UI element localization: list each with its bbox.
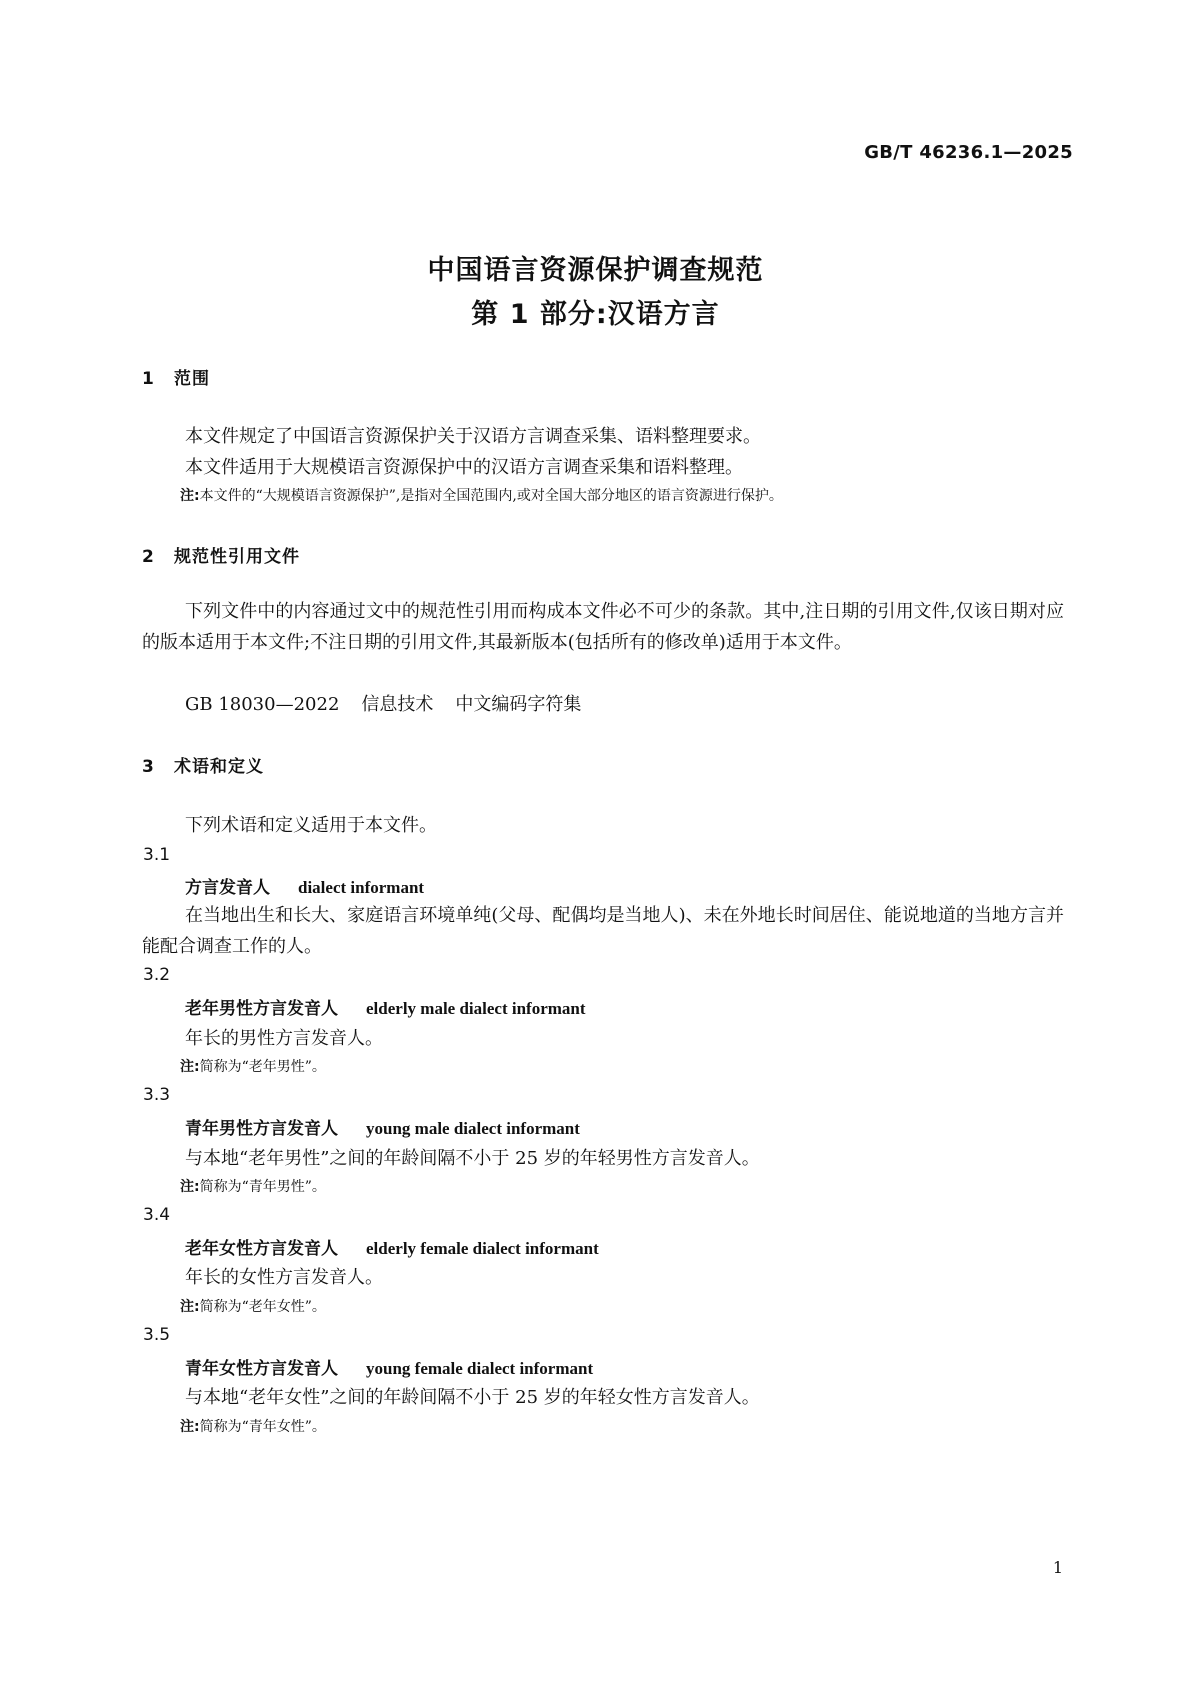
term-definition: 年长的女性方言发音人。 xyxy=(185,1267,383,1288)
term-entry xyxy=(185,873,424,898)
term-definition: 年长的男性方言发音人。 xyxy=(185,1028,383,1049)
section-1-heading xyxy=(142,364,210,389)
section-3-heading xyxy=(142,752,264,777)
section-number: 2 xyxy=(142,547,155,567)
term-zh: 方言发音人 xyxy=(185,878,270,898)
note xyxy=(180,485,783,505)
term-en: elderly male dialect informant xyxy=(366,999,586,1018)
term-definition: 与本地“老年男性”之间的年龄间隔不小于 25 岁的年轻男性方言发音人。 xyxy=(185,1148,760,1169)
note xyxy=(180,1056,326,1076)
reference-code: GB 18030—2022 xyxy=(185,694,340,715)
clause-number: 3.1 xyxy=(143,845,171,865)
note-text: 简称为“青年男性”。 xyxy=(199,1179,326,1195)
standard-code: GB/T 46236.1—2025 xyxy=(864,142,1073,163)
term-zh: 青年女性方言发音人 xyxy=(185,1359,338,1379)
document-title: 中国语言资源保护调查规范 xyxy=(427,255,764,286)
section-title: 术语和定义 xyxy=(174,757,264,777)
term-definition: 与本地“老年女性”之间的年龄间隔不小于 25 岁的年轻女性方言发音人。 xyxy=(185,1387,760,1408)
term-en: young female dialect informant xyxy=(366,1359,594,1378)
clause-number: 3.5 xyxy=(143,1325,171,1345)
paragraph: 本文件适用于大规模语言资源保护中的汉语方言调查采集和语料整理。 xyxy=(185,457,743,478)
section-number: 3 xyxy=(142,757,155,777)
section-number: 1 xyxy=(142,369,155,389)
note-label: 注: xyxy=(180,1419,200,1435)
note-text: 简称为“老年女性”。 xyxy=(199,1299,326,1315)
note-label: 注: xyxy=(180,1299,200,1315)
term-en: young male dialect informant xyxy=(366,1119,580,1138)
term-zh: 青年男性方言发音人 xyxy=(185,1119,338,1139)
note-text: 简称为“青年女性”。 xyxy=(199,1419,326,1435)
term-en: elderly female dialect informant xyxy=(366,1239,599,1258)
clause-number: 3.2 xyxy=(143,965,171,985)
paragraph: 本文件规定了中国语言资源保护关于汉语方言调查采集、语料整理要求。 xyxy=(185,426,761,447)
note-text: 简称为“老年男性”。 xyxy=(199,1059,326,1075)
paragraph: 下列文件中的内容通过文中的规范性引用而构成本文件必不可少的条款。其中,注日期的引用文件,仅该日期对应的版本适用于本文件;不注日期的引用文件,其最新版本(包括所有的修改单)适用于本文件。 xyxy=(142,601,1064,653)
note-text: 本文件的“大规模语言资源保护”,是指对全国范围内,或对全国大部分地区的语言资源进行保护。 xyxy=(199,488,783,504)
note xyxy=(180,1296,326,1316)
term-definition: 在当地出生和长大、家庭语言环境单纯(父母、配偶均是当地人)、未在外地长时间居住、能说地道的当地方言并能配合调查工作的人。 xyxy=(142,905,1064,957)
note-label: 注: xyxy=(180,1059,200,1075)
document-subtitle: 第 1 部分:汉语方言 xyxy=(471,299,720,330)
note-label: 注: xyxy=(180,488,200,504)
section-title: 规范性引用文件 xyxy=(174,547,300,567)
term-entry xyxy=(185,1114,580,1139)
clause-number: 3.4 xyxy=(143,1205,171,1225)
term-entry xyxy=(185,1234,599,1259)
term-zh: 老年男性方言发音人 xyxy=(185,999,338,1019)
reference-title-part2: 中文编码字符集 xyxy=(455,694,582,715)
page-number: 1 xyxy=(1052,1558,1063,1577)
note-label: 注: xyxy=(180,1179,200,1195)
note xyxy=(180,1416,326,1436)
note xyxy=(180,1176,326,1196)
section-2-heading xyxy=(142,542,300,567)
term-entry xyxy=(185,994,586,1019)
section-title: 范围 xyxy=(174,369,210,389)
term-en: dialect informant xyxy=(298,878,425,897)
reference-title-part1: 信息技术 xyxy=(361,694,434,715)
term-zh: 老年女性方言发音人 xyxy=(185,1239,338,1259)
clause-number: 3.3 xyxy=(143,1085,171,1105)
paragraph: 下列术语和定义适用于本文件。 xyxy=(185,815,437,836)
term-entry xyxy=(185,1354,593,1379)
normative-reference xyxy=(185,690,581,716)
